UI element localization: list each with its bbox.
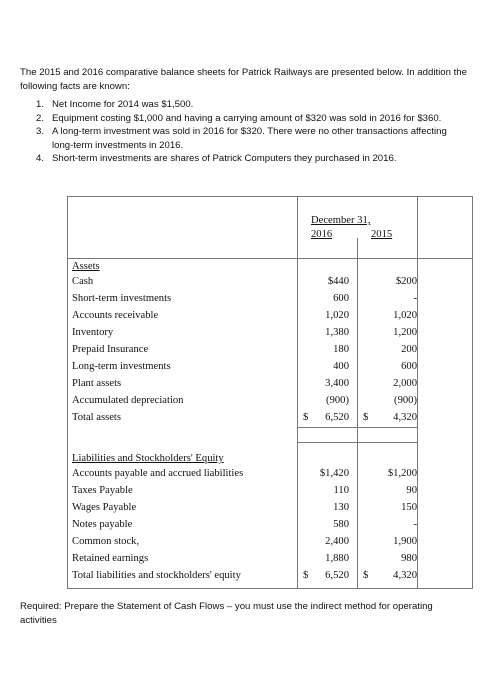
balance-sheet-table (67, 196, 473, 589)
table-row: Inventory 1,380 1,200 (72, 327, 417, 338)
table-border-bottom (67, 588, 473, 589)
table-row: Accumulated depreciation (900) (900) (72, 395, 417, 406)
table-row: Prepaid Insurance 180 200 (72, 344, 417, 355)
date-header: December 31, (311, 215, 371, 226)
column-header-2016: 2016 (311, 229, 333, 240)
table-row: Common stock, 2,400 1,900 (72, 536, 417, 547)
table-row: Cash $440 $200 (72, 276, 417, 287)
total-liabilities-row: Total liabilities and stockholders' equity $ 6,520 $ 4,320 (72, 570, 417, 581)
fact-item: 1. Net Income for 2014 was $1,500. (36, 99, 194, 110)
liabilities-heading-row: Liabilities and Stockholders' Equity (72, 453, 224, 464)
table-border-top (67, 196, 473, 197)
table-row: Notes payable 580 - (72, 519, 417, 530)
column-header-2015: 2015 (371, 229, 393, 240)
intro-text: The 2015 and 2016 comparative balance sheets for Patrick Railways are presented below. In addition the following facts are known: (20, 67, 467, 92)
total-assets-row: Total assets $ 6,520 $ 4,320 (72, 412, 417, 423)
table-row: Retained earnings 1,880 980 (72, 553, 417, 564)
table-row: Plant assets 3,400 2,000 (72, 378, 417, 389)
table-rule (67, 258, 473, 259)
fact-item: 3. A long-term investment was sold in 2016 for $320. There were no other transactions affecting long-term investments in 2016. (36, 126, 447, 151)
table-row: Long-term investments 400 600 (72, 361, 417, 372)
table-row: Wages Payable 130 150 (72, 502, 417, 513)
required-text: Required: Prepare the Statement of Cash Flows – you must use the indirect method for operating activities (20, 601, 433, 626)
fact-item: 4. Short-term investments are shares of Patrick Computers they purchased in 2016. (36, 153, 397, 164)
known-facts-list (36, 98, 456, 166)
assets-heading-row: Assets (72, 261, 100, 272)
fact-item: 2. Equipment costing $1,000 and having a carrying amount of $320 was sold in 2016 for $360. (36, 112, 442, 124)
table-row: Short-term investments 600 - (72, 293, 417, 304)
table-row: Taxes Payable 110 90 (72, 485, 417, 496)
table-row: Accounts payable and accrued liabilities $1,420 $1,200 (72, 468, 417, 479)
table-row: Accounts receivable 1,020 1,020 (72, 310, 417, 321)
